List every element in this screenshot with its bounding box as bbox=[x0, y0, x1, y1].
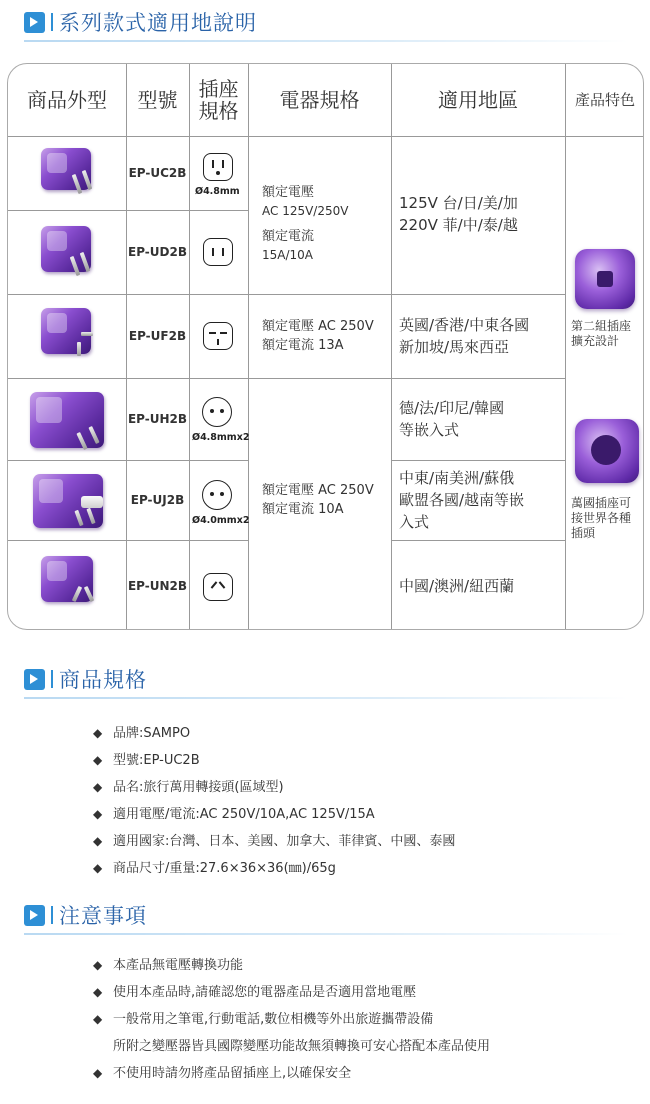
header-features: 產品特色 bbox=[574, 91, 635, 109]
header-socket-line1: 插座 bbox=[198, 77, 239, 101]
list-item bbox=[93, 1008, 433, 1027]
product-image bbox=[33, 474, 103, 528]
spec-group bbox=[248, 460, 391, 540]
bullet: ◆ bbox=[93, 861, 103, 875]
list-item bbox=[93, 954, 243, 973]
region-line: 入式 bbox=[399, 513, 430, 531]
region-group bbox=[391, 174, 565, 254]
header-model: 型號 bbox=[137, 88, 178, 112]
list-item bbox=[93, 776, 284, 795]
socket-size-label: Ø4.0mmx2 bbox=[192, 515, 250, 526]
bullet: ◆ bbox=[93, 807, 103, 821]
list-item bbox=[93, 722, 190, 741]
region-line: 歐盟各國/越南等嵌 bbox=[399, 491, 525, 509]
socket-eu-icon bbox=[202, 397, 232, 427]
list-item bbox=[93, 981, 416, 1000]
socket-size-label: Ø4.8mm bbox=[195, 186, 240, 197]
spec-line: 額定電壓 AC 250V bbox=[262, 319, 374, 334]
section-header-notes bbox=[24, 902, 147, 928]
feature-line: 接世界各種 bbox=[571, 511, 632, 525]
spec-line: 額定電壓 AC 250V bbox=[262, 483, 374, 498]
header-region: 適用地區 bbox=[438, 88, 518, 112]
socket-uk-icon bbox=[203, 322, 233, 350]
section-underline bbox=[24, 40, 628, 42]
model-cell: EP-UF2B bbox=[128, 329, 187, 343]
product-image bbox=[30, 392, 104, 448]
section-title: 系列款式適用地說明 bbox=[59, 11, 257, 35]
socket-size-label: Ø4.8mmx2 bbox=[192, 432, 250, 443]
list-item-continuation: 所附之變壓器皆具國際變壓功能故無須轉換可安心搭配本產品使用 bbox=[113, 1039, 491, 1054]
bullet: ◆ bbox=[93, 726, 103, 740]
spec-group bbox=[248, 174, 391, 274]
bullet: ◆ bbox=[93, 753, 103, 767]
region-line: 英國/香港/中東各國 bbox=[399, 316, 530, 334]
list-item bbox=[93, 749, 200, 768]
list-item-text: 品名:旅行萬用轉接頭(區域型) bbox=[113, 780, 284, 795]
list-item-text: 使用本產品時,請確認您的電器產品是否適用當地電壓 bbox=[113, 985, 417, 1000]
series-table bbox=[7, 63, 644, 630]
divider bbox=[51, 670, 53, 688]
list-item bbox=[93, 803, 375, 822]
socket-us-ground-icon bbox=[203, 153, 233, 181]
product-image bbox=[41, 226, 91, 272]
bullet: ◆ bbox=[93, 780, 103, 794]
spec-line: 額定電流 13A bbox=[262, 338, 344, 353]
bullet: ◆ bbox=[93, 1012, 103, 1026]
socket-au-icon bbox=[203, 573, 233, 601]
feature-text bbox=[565, 496, 644, 546]
region-line: 德/法/印尼/韓國 bbox=[399, 399, 505, 417]
list-item bbox=[93, 857, 336, 876]
row-line bbox=[8, 136, 644, 137]
list-item-text: 不使用時請勿將產品留插座上,以確保安全 bbox=[113, 1066, 352, 1081]
list-item-text: 適用國家:台灣、日本、美國、加拿大、菲律賓、中國、泰國 bbox=[113, 834, 456, 849]
section-underline bbox=[24, 933, 628, 935]
socket-us-flat-icon bbox=[203, 238, 233, 266]
region-line: 中國/澳洲/紐西蘭 bbox=[399, 576, 515, 595]
product-image bbox=[41, 308, 91, 354]
section-title: 商品規格 bbox=[59, 668, 147, 692]
region-group bbox=[391, 460, 565, 540]
model-cell: EP-UD2B bbox=[128, 245, 187, 259]
divider bbox=[51, 906, 53, 924]
header-appearance: 商品外型 bbox=[27, 88, 107, 112]
header-socket-line2: 規格 bbox=[198, 99, 239, 123]
section-header-series bbox=[24, 9, 257, 35]
feature-line: 擴充設計 bbox=[571, 334, 620, 348]
section-title: 注意事項 bbox=[59, 904, 147, 928]
header-electrical: 電器規格 bbox=[279, 88, 360, 112]
divider bbox=[51, 13, 53, 31]
arrow-icon bbox=[24, 905, 45, 926]
region-line: 220V 菲/中/泰/越 bbox=[399, 216, 518, 234]
col-line bbox=[189, 64, 190, 630]
feature-image bbox=[575, 419, 639, 483]
model-cell: EP-UJ2B bbox=[130, 493, 185, 507]
spec-line: 額定電流 10A bbox=[262, 502, 344, 517]
product-image bbox=[41, 556, 93, 602]
spec-line: 15A/10A bbox=[262, 248, 313, 262]
spec-line: 額定電壓 bbox=[262, 185, 315, 200]
bullet: ◆ bbox=[93, 1066, 103, 1080]
header-socket bbox=[189, 64, 248, 136]
feature-line: 第二組插座 bbox=[571, 319, 632, 333]
region-group bbox=[391, 540, 565, 630]
model-cell: EP-UN2B bbox=[127, 578, 188, 593]
feature-text bbox=[565, 319, 644, 353]
region-group bbox=[391, 294, 565, 378]
list-item-text: 商品尺寸/重量:27.6×36×36(㎜)/65g bbox=[113, 861, 336, 876]
feature-line: 萬國插座可 bbox=[571, 496, 632, 510]
spec-line: 額定電流 bbox=[262, 229, 315, 244]
bullet: ◆ bbox=[93, 985, 103, 999]
list-item-text: 本產品無電壓轉換功能 bbox=[113, 958, 244, 973]
section-underline bbox=[24, 697, 628, 699]
feature-image bbox=[575, 249, 635, 309]
region-line: 125V 台/日/美/加 bbox=[399, 194, 518, 212]
region-line: 等嵌入式 bbox=[399, 421, 460, 439]
list-item bbox=[93, 1062, 351, 1081]
list-item-text: 一般常用之筆電,行動電話,數位相機等外出旅遊攜帶設備 bbox=[113, 1012, 434, 1027]
model-cell: EP-UC2B bbox=[128, 166, 187, 180]
product-image bbox=[41, 148, 91, 190]
model-cell: EP-UH2B bbox=[127, 412, 188, 426]
feature-line: 插頭 bbox=[571, 526, 596, 540]
bullet: ◆ bbox=[93, 958, 103, 972]
region-group bbox=[391, 378, 565, 460]
list-item-text: 型號:EP-UC2B bbox=[113, 753, 200, 768]
region-line: 新加坡/馬來西亞 bbox=[399, 338, 510, 356]
bullet: ◆ bbox=[93, 834, 103, 848]
section-header-specs bbox=[24, 666, 147, 692]
list-item bbox=[93, 830, 455, 849]
spec-group bbox=[248, 294, 391, 378]
socket-eu-icon bbox=[202, 480, 232, 510]
arrow-icon bbox=[24, 12, 45, 33]
list-item-text: 適用電壓/電流:AC 250V/10A,AC 125V/15A bbox=[113, 807, 375, 822]
spec-line: AC 125V/250V bbox=[262, 204, 349, 218]
list-item-text: 品牌:SAMPO bbox=[113, 726, 191, 741]
region-line: 中東/南美洲/蘇俄 bbox=[399, 469, 515, 487]
arrow-icon bbox=[24, 669, 45, 690]
